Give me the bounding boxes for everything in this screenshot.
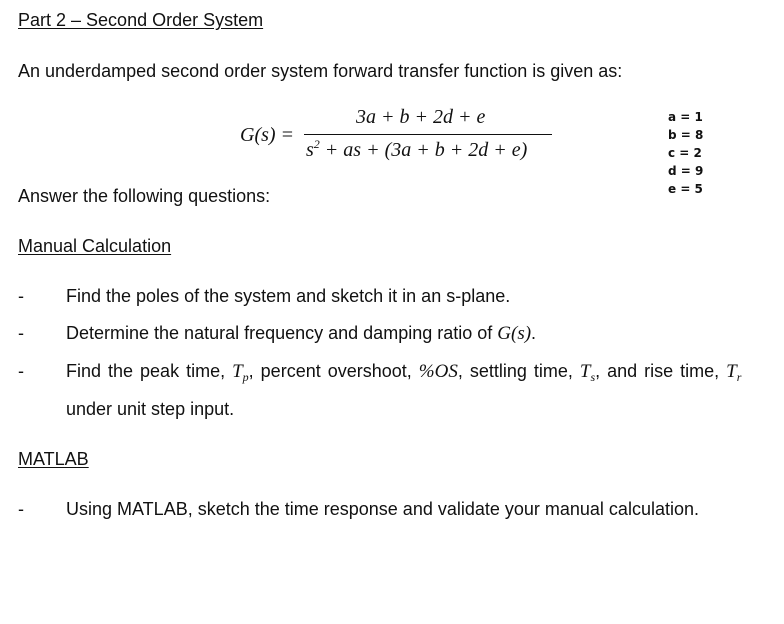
tp-symbol: T	[232, 361, 243, 382]
page-title: Part 2 – Second Order System	[18, 10, 264, 30]
item-text: Determine the natural frequency and damping ratio of	[66, 323, 498, 343]
equation-lhs	[240, 124, 294, 147]
spec-text: Find the peak time,	[66, 361, 233, 381]
fraction-bar	[304, 134, 552, 135]
ts-symbol: T	[579, 361, 591, 382]
denominator-exponent: 2	[313, 137, 320, 151]
math-gs: G(s)	[497, 323, 532, 344]
math-os: %OS	[418, 361, 458, 382]
item-period: .	[531, 323, 537, 343]
manual-item-specs-line2: under unit step input.	[66, 399, 235, 419]
spec-text: , and rise time,	[595, 361, 727, 381]
spec-text: , percent overshoot,	[248, 361, 419, 381]
matlab-item-response: Using MATLAB, sketch the time response and validate your manual calculation.	[66, 499, 699, 519]
bullet-dash: -	[18, 361, 24, 381]
manual-item-poles: Find the poles of the system and sketch it in an s-plane.	[66, 286, 511, 306]
tr-symbol: T	[726, 361, 737, 382]
math-ts	[580, 361, 595, 382]
tp-subscript: p	[242, 370, 249, 384]
bullet-dash: -	[18, 323, 24, 343]
bullet-dash: -	[18, 499, 24, 519]
equation-denominator	[306, 137, 527, 162]
param-e: e = 5	[668, 182, 703, 196]
manual-item-specs-line1	[66, 361, 741, 385]
param-a: a = 1	[668, 110, 703, 124]
math-tr	[726, 361, 741, 382]
equation-numerator: 3a + b + 2d + e	[356, 106, 486, 128]
manual-heading: Manual Calculation	[18, 236, 172, 256]
param-d: d = 9	[668, 164, 704, 178]
manual-item-frequency	[66, 323, 536, 345]
ts-subscript: s	[590, 370, 596, 384]
tr-subscript: r	[736, 370, 742, 384]
math-tp	[232, 361, 249, 382]
param-b: b = 8	[668, 128, 704, 142]
denominator-s: s	[306, 139, 314, 161]
matlab-heading: MATLAB	[18, 449, 89, 469]
denominator-rest: + as + (3a + b + 2d + e)	[319, 139, 528, 161]
param-c: c = 2	[668, 146, 702, 160]
spec-text: , settling time,	[457, 361, 580, 381]
equation-lhs-text: G(s) =	[240, 124, 295, 146]
bullet-dash: -	[18, 286, 24, 306]
parameter-list	[668, 108, 703, 198]
answer-prompt: Answer the following questions:	[18, 186, 271, 206]
intro-text: An underdamped second order system forward transfer function is given as:	[18, 61, 623, 81]
